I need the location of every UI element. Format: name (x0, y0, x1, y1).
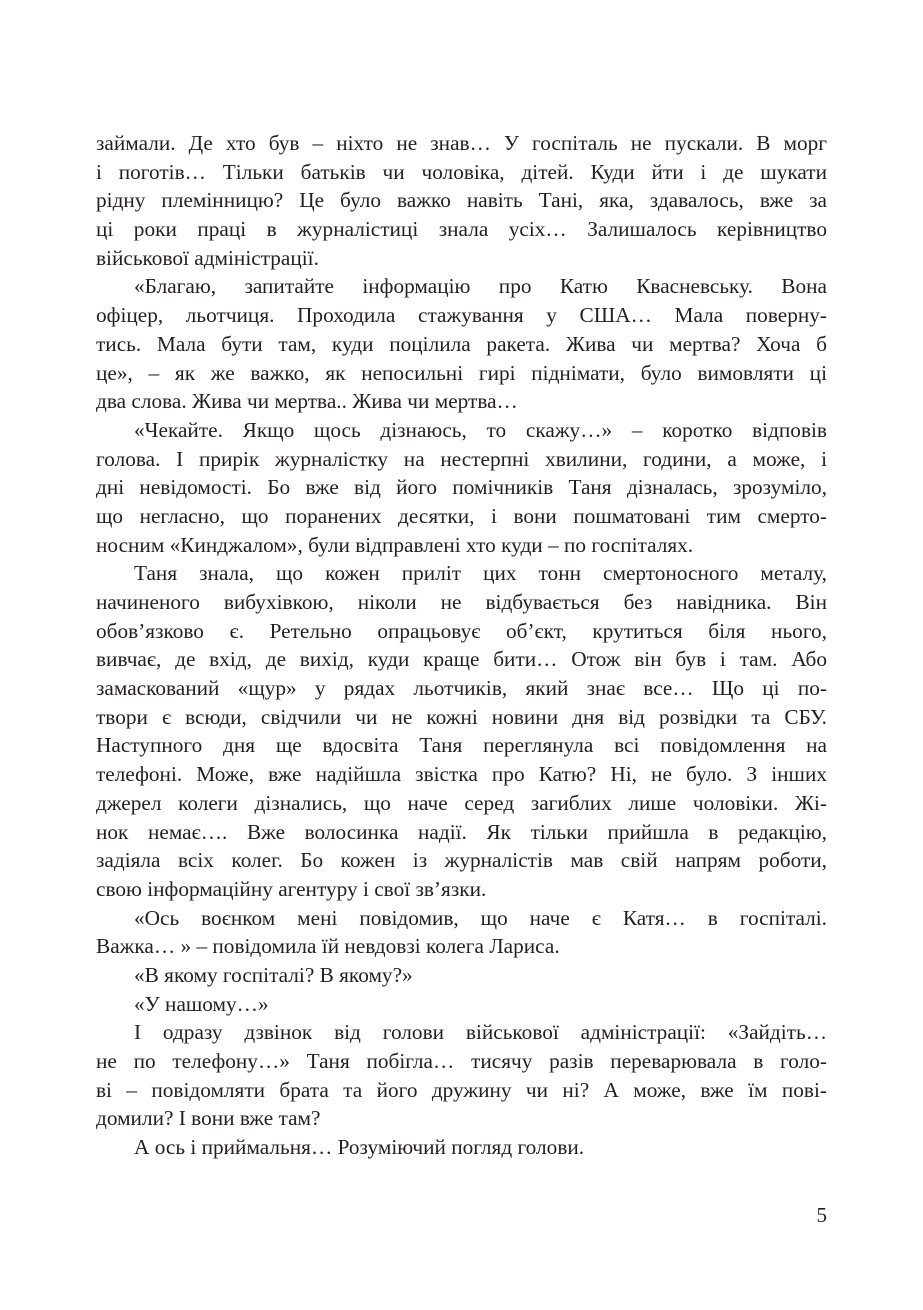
text-line: вивчає, де вхід, де вихід, куди краще бити… Отож він був і там. Або (96, 647, 827, 672)
text-line: твори є всюди, свідчили чи не кожні новини дня від розвідки та СБУ. (96, 704, 827, 729)
text-line: «Чекайте. Якщо щось дізнаюсь, то скажу…» – коротко відповів (134, 417, 827, 442)
text-line: джерел колеги дізнались, що наче серед загиблих лише чоловіки. Жі- (96, 790, 827, 815)
text-line: начиненого вибухівкою, ніколи не відбувається без навідника. Він (96, 590, 827, 614)
text-line: «Ось воєнком мені повідомив, що наче є Катя… в госпіталі. (134, 905, 827, 930)
text-line: військової адміністрації. (96, 245, 319, 270)
text-line: задіяла всіх колег. Бо кожен із журналістів мав свій напрям роботи, (96, 848, 827, 873)
page-number: 5 (816, 1203, 827, 1227)
text-line: займали. Де хто був – ніхто не знав… У госпіталь не пускали. В морг (96, 131, 827, 155)
text-line: не по телефону…» Таня побігла… тисячу разів переварювала в голо- (96, 1049, 827, 1073)
text-line: нок немає…. Вже волосинка надії. Як тільки прийшла в редакцію, (96, 819, 827, 844)
text-line: дні невідомості. Бо вже від його помічників Таня дізналась, зрозуміло, (96, 475, 827, 500)
text-line: рідну племінницю? Це було важко навіть Тані, яка, здавалось, вже за (96, 188, 827, 213)
text-line: І одразу дзвінок від голови військової адміністрації: «Зайдіть… (134, 1020, 827, 1045)
text-line: ці роки праці в журналістиці знала усіх… Залишалось керівництво (96, 217, 827, 242)
text-line: А ось і приймальня… Розуміючий погляд голови. (134, 1135, 585, 1160)
text-line: це», – як же важко, як непосильні гирі піднімати, було вимовляти ці (96, 360, 827, 385)
text-line: «Благаю, запитайте інформацію про Катю Квасневську. Вона (134, 274, 827, 299)
text-line: носним «Кинджалом», були відправлені хто куди – по госпіталях. (96, 532, 694, 557)
body-text (96, 129, 827, 1162)
text-line: і поготів… Тільки батьків чи чоловіка, дітей. Куди йти і де шукати (96, 159, 827, 184)
text-line: голова. І прирік журналістку на нестерпні хвилини, години, а може, і (96, 446, 827, 471)
text-line: тись. Мала бути там, куди поцілила ракета. Жива чи мертва? Хоча б (96, 331, 827, 356)
text-line: свою інформаційну агентуру і свої зв’язки. (96, 876, 487, 901)
text-line: два слова. Жива чи мертва.. Жива чи мертва… (96, 389, 518, 414)
text-line: «В якому госпіталі? В якому?» (134, 962, 413, 987)
text-line: замаскований «щур» у рядах льотчиків, який знає все… Що ці по- (96, 676, 827, 701)
text-line: «У нашому…» (134, 991, 269, 1016)
text-line: що негласно, що поранених десятки, і вони пошматовані тим смерто- (96, 503, 827, 528)
text-line: Таня знала, що кожен приліт цих тонн смертоносного металу, (134, 561, 827, 586)
text-line: ві – повідомляти брата та його дружину чи ні? А може, вже їм пові- (96, 1077, 827, 1102)
text-line: обов’язково є. Ретельно опрацьовує об’єкт, крутиться біля нього, (96, 618, 827, 643)
text-line: домили? І вони вже там? (96, 1106, 321, 1131)
text-line: Наступного дня ще вдосвіта Таня переглянула всі повідомлення на (96, 733, 827, 758)
text-line: офіцер, льотчиця. Проходила стажування у США… Мала поверну- (96, 303, 827, 328)
text-line: телефоні. Може, вже надійшла звістка про Катю? Ні, не було. З інших (96, 762, 827, 787)
text-line: Важка… » – повідомила їй невдовзі колега Лариса. (96, 934, 560, 959)
